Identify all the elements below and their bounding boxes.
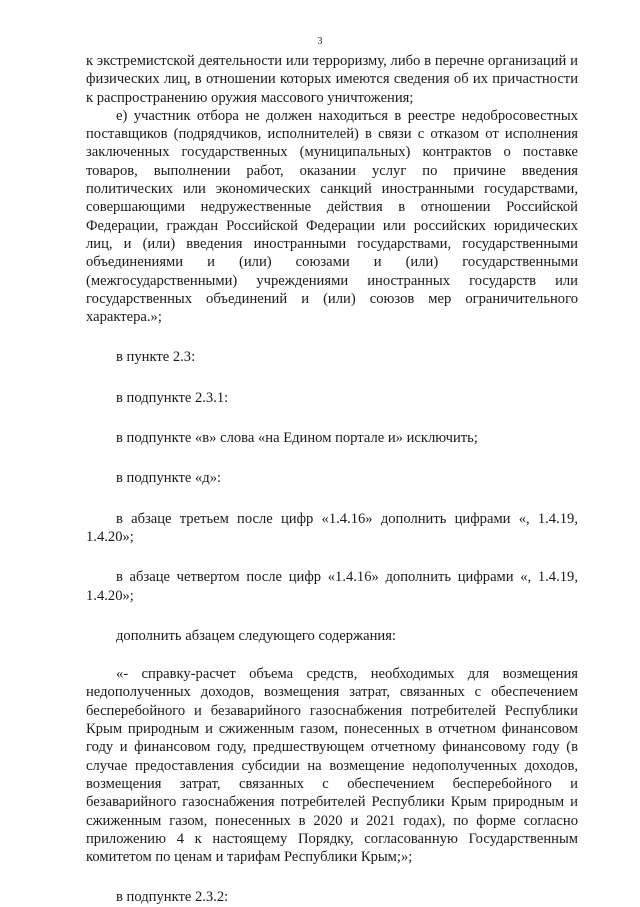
paragraph-item-e: е) участник отбора не должен находиться в реестре недобросовестных поставщиков (подрядчиков, исполнителей) в связи с отказом от исполнения заключенных государственных (муниципальных) контрактов о поставке товаров, выполнении работ, оказании услуг по причине введения политических или экономических санкций иностранными государствами, совершающими недружественные действия в отношении Российской Федерации, граждан Российской Федерации или российских юридических лиц, и (или) введения иностранными государствами, государственными объединениями и (или) союзами и (или) государственными (межгосударственными) учреждениями иностранных государств или государственных объединений и (или) союзов мер ограничительного характера.»; (86, 107, 578, 326)
paragraph-calculation-reference: «- справку-расчет объема средств, необходимых для возмещения недополученных доходов, возмещения затрат, связанных с обеспечением бесперебойного и безаварийного газоснабжения потребителей Республики Крым природным и сжиженным газом, понесенных в отчетном финансовом году и финансовом году, предшествующем отчетному финансовому году (в случае предоставления субсидии на возмещение недополученных доходов, возмещения затрат, связанных с обеспечением бесперебойного и безаварийного газоснабжения потребителей Республики Крым природным и сжиженным газом, понесенных в 2020 и 2021 годах), по форме согласно приложению 4 к настоящему Порядку, согласованную Государственным комитетом по ценам и тарифам Республики Крым;»; (86, 666, 578, 866)
paragraph-subpoint-2-3-2: в подпункте 2.3.2: (116, 889, 229, 906)
paragraph-add-abzats: дополнить абзацем следующего содержания: (116, 627, 396, 644)
paragraph-subpoint-v: в подпункте «в» слова «на Едином портале и» исключить; (116, 430, 478, 447)
page-number: 3 (317, 36, 323, 47)
document-body (86, 52, 578, 907)
paragraph-fourth-abzats: в абзаце четвертом после цифр «1.4.16» дополнить цифрами «, 1.4.19, 1.4.20»; (86, 569, 578, 604)
paragraph-extremism-continuation: к экстремистской деятельности или терроризму, либо в перечне организаций и физических лиц, в отношении которых имеются сведения об их причастности к распространению оружия массового уничтожения; (86, 53, 578, 106)
paragraph-subpoint-2-3-1: в подпункте 2.3.1: (116, 389, 229, 406)
paragraph-third-abzats: в абзаце третьем после цифр «1.4.16» дополнить цифрами «, 1.4.19, 1.4.20»; (86, 510, 578, 545)
paragraph-point-2-3: в пункте 2.3: (116, 349, 196, 366)
paragraph-subpoint-d: в подпункте «д»: (116, 470, 222, 487)
